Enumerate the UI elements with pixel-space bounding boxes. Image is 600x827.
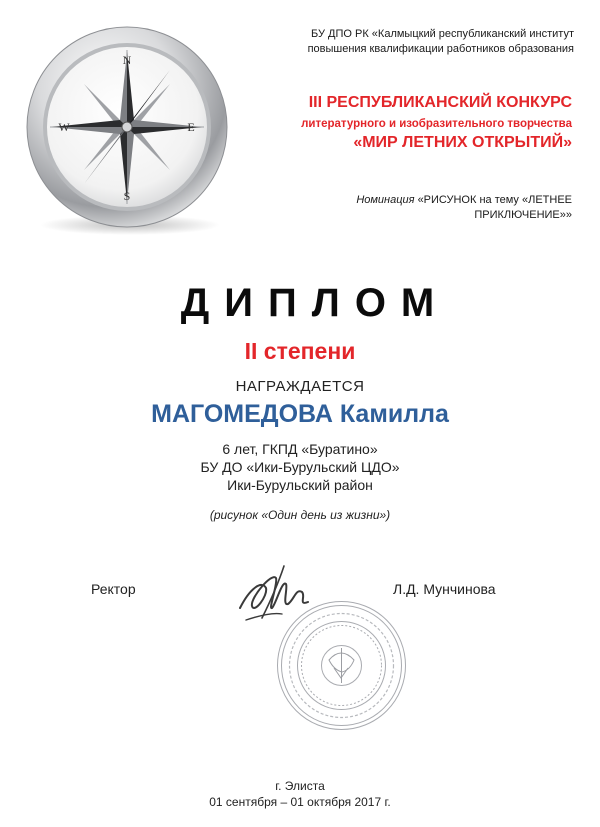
work-title: (рисунок «Один день из жизни»): [209, 508, 391, 522]
signature-image: [232, 558, 322, 638]
contest-subtitle: литературного и изобразительного творчества: [301, 118, 572, 130]
awarded-label: НАГРАЖДАЕТСЯ: [235, 378, 365, 395]
date-range: 01 сентября – 01 октября 2017 г.: [209, 795, 391, 809]
compass-icon: [20, 20, 235, 240]
rector-name: Л.Д. Мунчинова: [393, 581, 496, 597]
detail-line-1: 6 лет, ГКПД «Буратино»: [222, 441, 378, 457]
compass-west-label: W: [58, 120, 70, 134]
detail-line-3: Ики-Бурульский район: [227, 477, 373, 493]
institute-line-2: повышения квалификации работников образования: [307, 43, 574, 55]
detail-line-2: БУ ДО «Ики-Бурульский ЦДО»: [200, 459, 400, 475]
compass-south-label: S: [123, 189, 131, 203]
diploma-title: ДИПЛОМ: [180, 281, 450, 325]
contest-name: «МИР ЛЕТНИХ ОТКРЫТИЙ»: [353, 134, 572, 151]
nomination: [322, 193, 572, 223]
nomination-value-line-2: ПРИКЛЮЧЕНИЕ»»: [474, 209, 572, 221]
rector-label: Ректор: [91, 581, 136, 597]
nomination-value-line-1: «РИСУНОК на тему «ЛЕТНЕЕ: [417, 194, 572, 206]
compass-east-label: E: [187, 120, 195, 134]
institute-line-1: БУ ДПО РК «Калмыцкий республиканский институт: [311, 28, 574, 40]
compass-north-label: N: [122, 53, 132, 67]
institute-header: [274, 27, 574, 57]
recipient-name: МАГОМЕДОВА Камилла: [151, 400, 449, 428]
nomination-label: Номинация: [356, 194, 415, 206]
city: г. Элиста: [275, 779, 325, 793]
diploma-degree: II степени: [244, 338, 356, 364]
contest-number: III РЕСПУБЛИКАНСКИЙ КОНКУРС: [308, 94, 572, 111]
recipient-details: [0, 440, 600, 494]
